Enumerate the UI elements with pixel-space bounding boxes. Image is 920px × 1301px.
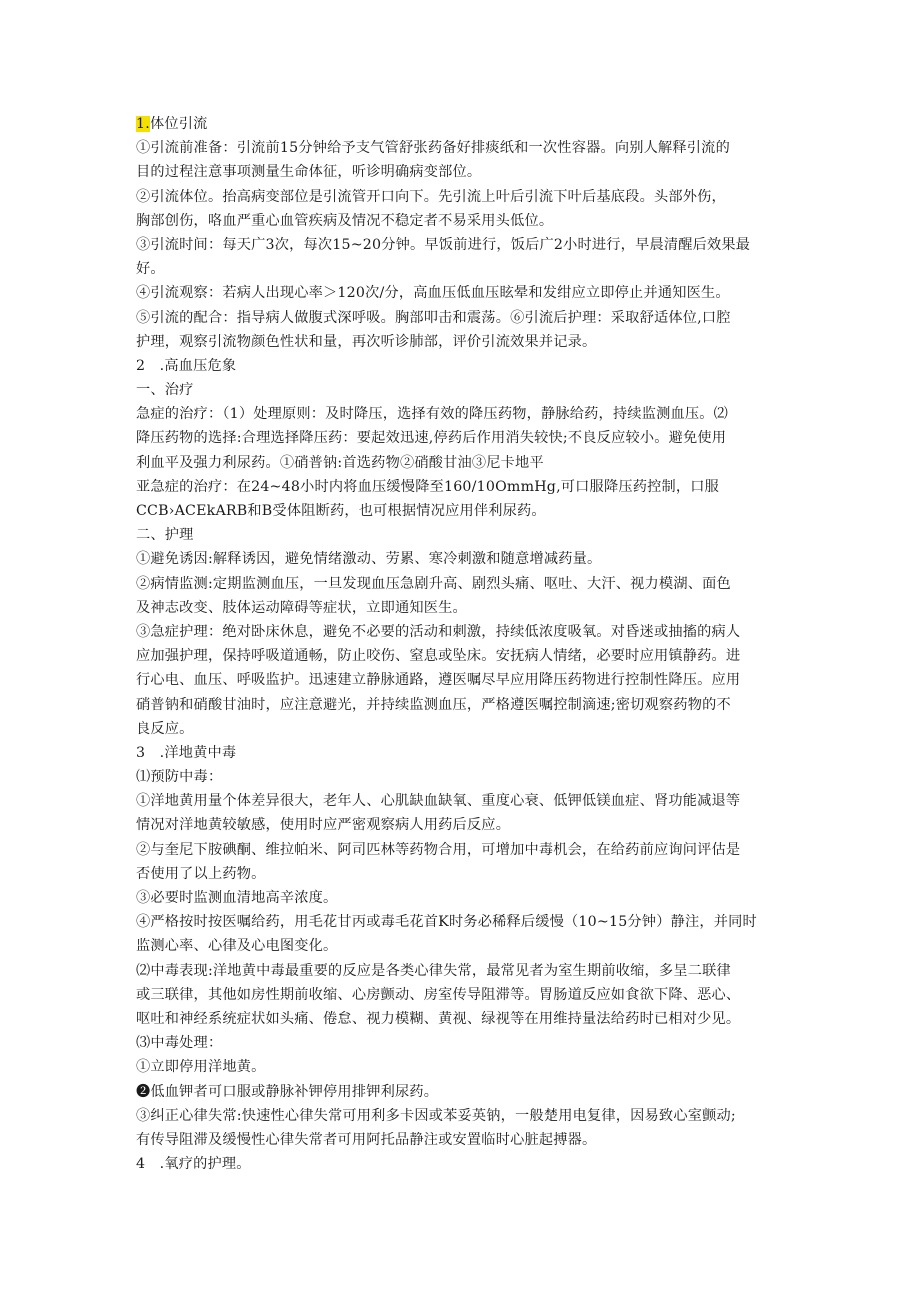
paragraph-line: 及神志改变、肢体运动障碍等症状，立即通知医生。	[136, 599, 467, 616]
subheading-nursing: 二、护理	[136, 527, 194, 544]
paragraph-line: 情况对洋地黄较敏感，使用时应严密观察病人用药后反应。	[136, 817, 511, 834]
subheading-treatment: 一、治疗	[136, 382, 194, 399]
paragraph-line: ②与奎尼下胺碘酮、维拉帕米、阿司匹林等药物合用，可增加中毒机会，在给药前应询问评估是	[136, 841, 741, 858]
paragraph-line: ⑴预防中毒：	[136, 769, 223, 786]
paragraph-line: ④引流观察：若病人出现心率＞120次/分，高血压低血压眩晕和发绀应立即停止并通知医生。	[136, 285, 730, 302]
paragraph-line: 急症的治疗：（1）处理原则：及时降压，选择有效的降压药物，静脉给药，持续监测血压。⑵	[136, 406, 729, 423]
paragraph-line: 利血平及强力利尿药。①硝普钠:首选药物②硝酸甘油③尼卡地平	[136, 454, 544, 471]
paragraph-line: ④严格按时按医嘱给药，用毛花甘丙或毒毛花首K时务必稀释后缓慢（10~15分钟）静注，并同时	[136, 914, 757, 931]
section-4-heading: 4 .氧疗的护理。	[136, 1156, 251, 1173]
paragraph-line: 良反应。	[136, 720, 194, 737]
paragraph-line: ❷低血钾者可口服或静脉补钾停用排钾利尿药。	[136, 1083, 439, 1100]
paragraph-line: 亚急症的治疗：在24~48小时内将血压缓慢降至160/10OmmHg,可口服降压药控制，口服	[136, 478, 720, 495]
paragraph-line: CCB›ACEkARB和B受体阻断药，也可根据情况应用伴利尿药。	[136, 503, 546, 519]
paragraph-line: 呕吐和神经系统症状如头痛、倦怠、视力模糊、黄视、绿视等在用维持量法给药时已相对少见。	[136, 1010, 741, 1027]
paragraph-line: 硝普钠和硝酸甘油时，应注意避光，并持续监测血压，严格遵医嘱控制滴速;密切观察药物的不	[136, 696, 731, 713]
paragraph-line: ①立即停用洋地黄。	[136, 1059, 266, 1076]
section-1-title: 体位引流	[149, 116, 208, 132]
paragraph-line: ③必要时监测血清地高辛浓度。	[136, 890, 338, 906]
section-2-heading: 2 .高血压危象	[136, 357, 237, 374]
paragraph-line: 否使用了以上药物。	[136, 865, 266, 882]
paragraph-line: 好。	[136, 261, 165, 278]
paragraph-line: 胸部创伤，咯血严重心血管疾病及情况不稳定者不易采用头低位。	[136, 212, 554, 229]
paragraph-line: ②病情监测:定期监测血压，一旦发现血压急剧升高、剧烈头痛、呕吐、大汗、视力模湖、面色	[136, 575, 731, 592]
paragraph-line: ⑶中毒处理：	[136, 1035, 223, 1052]
paragraph-line: 应加强护理，保持呼吸道通畅，防止咬伤、窒息或坠床。安抚病人情绪，必要时应用镇静药。进	[136, 648, 741, 665]
paragraph-line: 降压药物的选择:合理选择降压药：要起效迅速,停药后作用消失较快;不良反应较小。避免使用	[136, 430, 727, 447]
section-1-number: 1.	[136, 116, 150, 132]
paragraph-line: ①洋地黄用量个体差异很大，老年人、心肌缺血缺氧、重度心衰、低钾低镁血症、肾功能减退等	[136, 793, 741, 810]
paragraph-line: 监测心率、心律及心电图变化。	[136, 938, 338, 955]
paragraph-line: 护理，观察引流物颜色性状和量，再次听诊肺部，评价引流效果并记录。	[136, 333, 597, 350]
document-page	[136, 112, 786, 1176]
paragraph-line: ①避免诱因:解释诱因，避免情绪激动、劳累、寒冷刺激和随意增减药量。	[136, 551, 602, 568]
paragraph-line: ⑤引流的配合：指导病人做腹式深呼吸。胸部叩击和震荡。⑥引流后护理：采取舒适体位,口腔	[136, 309, 731, 326]
paragraph-line: ③纠正心律失常:快速性心律失常可用利多卡因或苯妥英钠，一般楚用电复律，因易致心室颤动;	[136, 1107, 736, 1124]
section-1-heading	[136, 112, 786, 136]
paragraph-line: ②引流体位。抬高病变部位是引流管开口向下。先引流上叶后引流下叶后基底段。头部外伤，	[136, 188, 726, 205]
paragraph-line: ③急症护理：绝对卧床休息，避免不必要的活动和刺激，持续低浓度吸氧。对昏迷或抽搐的病人	[136, 623, 741, 640]
section-3-heading: 3 .洋地黄中毒	[136, 744, 237, 761]
paragraph-line: 有传导阻滞及缓慢性心律失常者可用阿托品静注或安置临时心脏起搏器。	[136, 1131, 597, 1148]
paragraph-line: ①引流前准备：引流前15分钟给予支气管舒张药备好排痰纸和一次性容器。向别人解释引流的	[136, 140, 730, 157]
paragraph-line: 行心电、血压、呼吸监护。迅速建立静脉通路，遵医嘱尽早应用降压药物进行控制性降压。应用	[136, 672, 741, 689]
paragraph-line: 目的过程注意事项测量生命体征，听诊明确病变部位。	[136, 164, 482, 181]
paragraph-line: ⑵中毒表现:洋地黄中毒最重要的反应是各类心律失常，最常见者为室生期前收缩，多呈二联律	[136, 962, 731, 979]
paragraph-line: 或三联律，其他如房性期前收缩、心房颤动、房室传导阻滞等。胃肠道反应如食欲下降、恶心、	[136, 986, 741, 1003]
paragraph-line: ③引流时间：每天广3次，每次15~20分钟。早饭前进行，饭后广2小时进行，早晨清醒后效果最	[136, 236, 751, 253]
